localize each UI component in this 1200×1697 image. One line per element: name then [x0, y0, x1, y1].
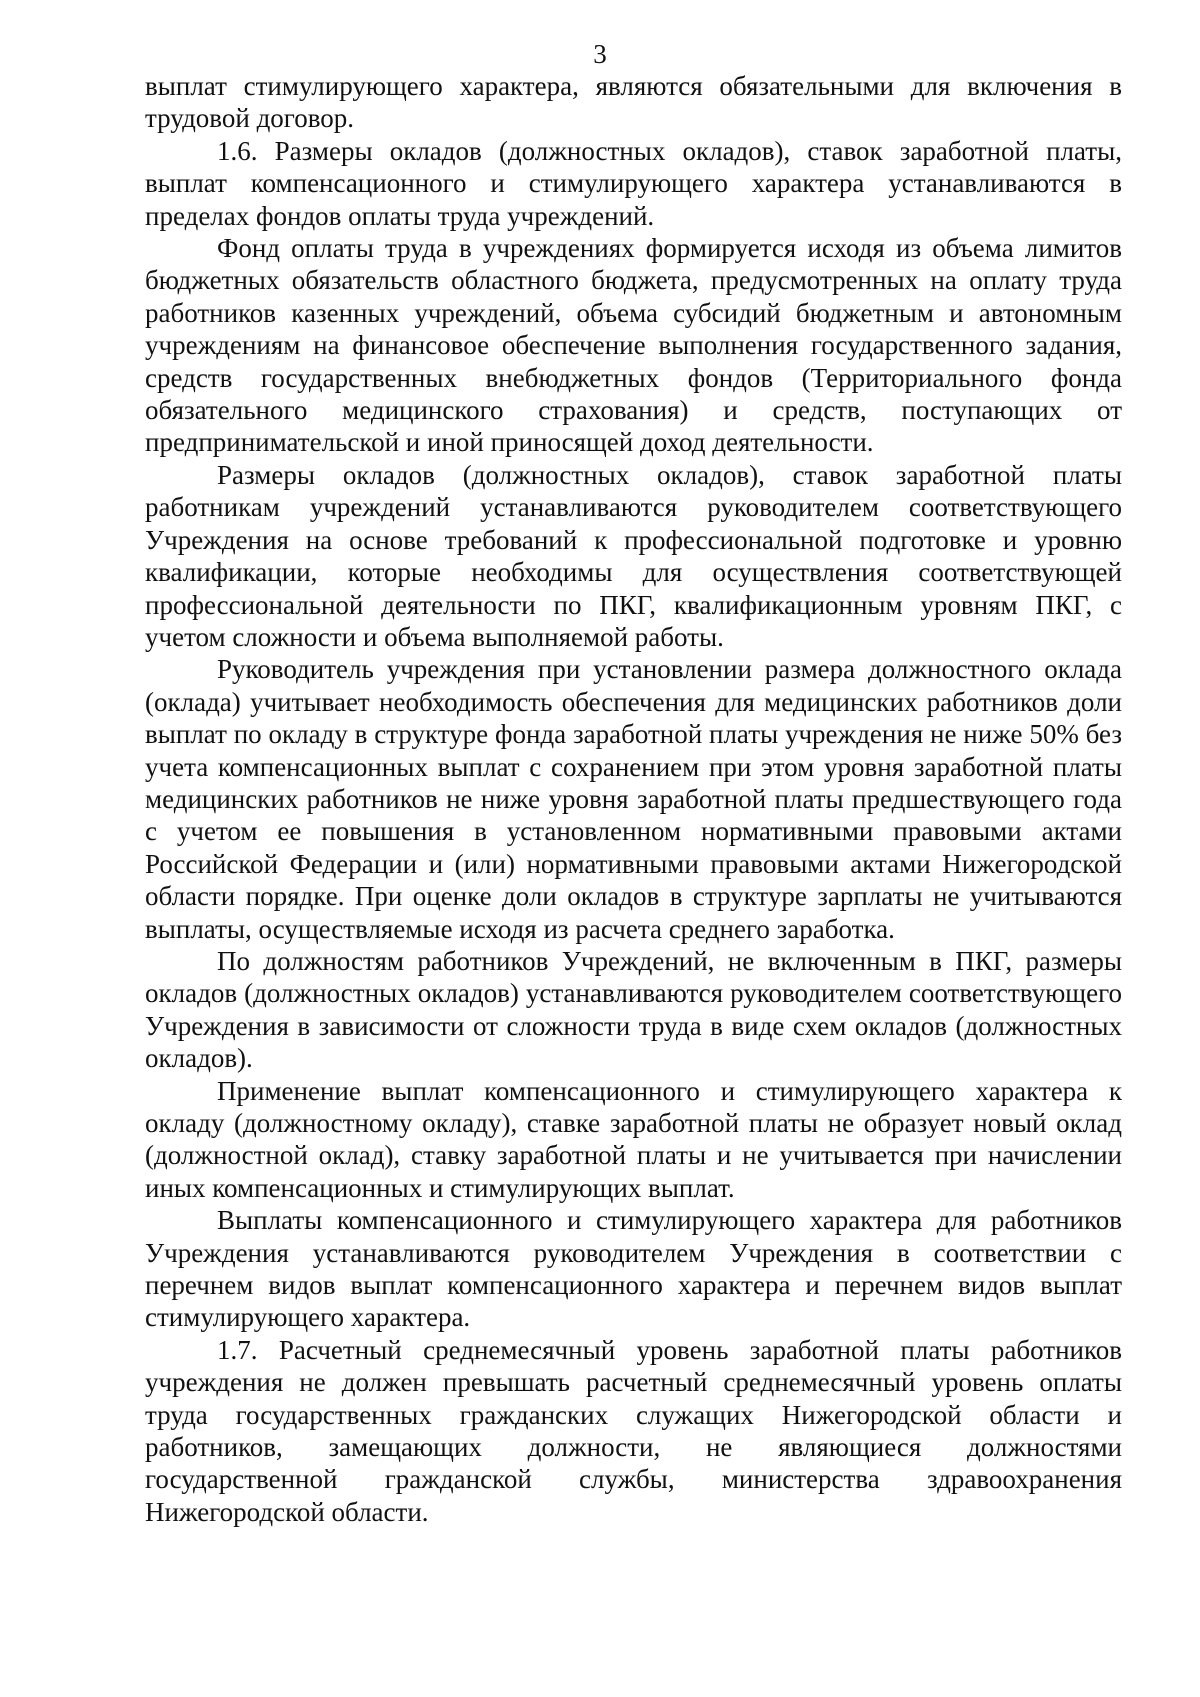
paragraph-1-7: 1.7. Расчетный среднемесячный уровень заработной платы работников учреждения не должен превышать расчетный среднемесячный уровень оплаты труда государственных гражданских служащих Нижегородской области и работников, замещающих должности, не являющиеся должностями государственной гражданской службы, министерства здравоохранения Нижегородской области.	[145, 1334, 1122, 1527]
page-number: 3	[593, 39, 607, 69]
paragraph-salary-sizes: Размеры окладов (должностных окладов), ставок заработной платы работникам учреждений устанавливаются руководителем соответствующего Учреждения на основе требований к профессиональной подготовке и уровню квалификации, которые необходимы для осуществления соответствующей профессиональной деятельности по ПКГ, квалификационным уровням ПКГ, с учетом сложности и объема выполняемой работы.	[145, 459, 1122, 652]
paragraph-1-6: 1.6. Размеры окладов (должностных окладов), ставок заработной платы, выплат компенсационного и стимулирующего характера устанавливаются в пределах фондов оплаты труда учреждений.	[145, 135, 1122, 231]
paragraph-head-of-institution: Руководитель учреждения при установлении размера должностного оклада (оклада) учитывает необходимость обеспечения для медицинских работников доли выплат по окладу в структуре фонда заработной платы учреждения не ниже 50% без учета компенсационных выплат с сохранением при этом уровня заработной платы медицинских работников не ниже уровня заработной платы предшествующего года с учетом ее повышения в установленном нормативными правовыми актами Российской Федерации и (или) нормативными правовыми актами Нижегородской области порядке. При оценке доли окладов в структуре зарплаты не учитываются выплаты, осуществляемые исходя из расчета среднего заработка.	[145, 654, 1122, 944]
paragraph-non-pkg-positions: По должностям работников Учреждений, не включенным в ПКГ, размеры окладов (должностных окладов) устанавливаются руководителем соответствующего Учреждения в зависимости от сложности труда в виде схем окладов (должностных окладов).	[145, 945, 1122, 1074]
document-body	[145, 70, 1122, 1528]
paragraph-payroll-fund: Фонд оплаты труда в учреждениях формируется исходя из объема лимитов бюджетных обязательств областного бюджета, предусмотренных на оплату труда работников казенных учреждений, объема субсидий бюджетным и автономным учреждениям на финансовое обеспечение выполнения государственного задания, средств государственных внебюджетных фондов (Территориального фонда обязательного медицинского страхования) и средств, поступающих от предпринимательской и иной приносящей доход деятельности.	[145, 233, 1122, 458]
paragraph-payment-types: Выплаты компенсационного и стимулирующего характера для работников Учреждения устанавливаются руководителем Учреждения в соответствии с перечнем видов выплат компенсационного характера и перечнем видов выплат стимулирующего характера.	[145, 1205, 1122, 1333]
paragraph-continuation: выплат стимулирующего характера, являются обязательными для включения в трудовой договор.	[145, 71, 1122, 134]
paragraph-application-of-payments: Применение выплат компенсационного и стимулирующего характера к окладу (должностному окладу), ставке заработной платы не образует новый оклад (должностной оклад), ставку заработной платы и не учитывается при начислении иных компенсационных и стимулирующих выплат.	[145, 1075, 1122, 1203]
